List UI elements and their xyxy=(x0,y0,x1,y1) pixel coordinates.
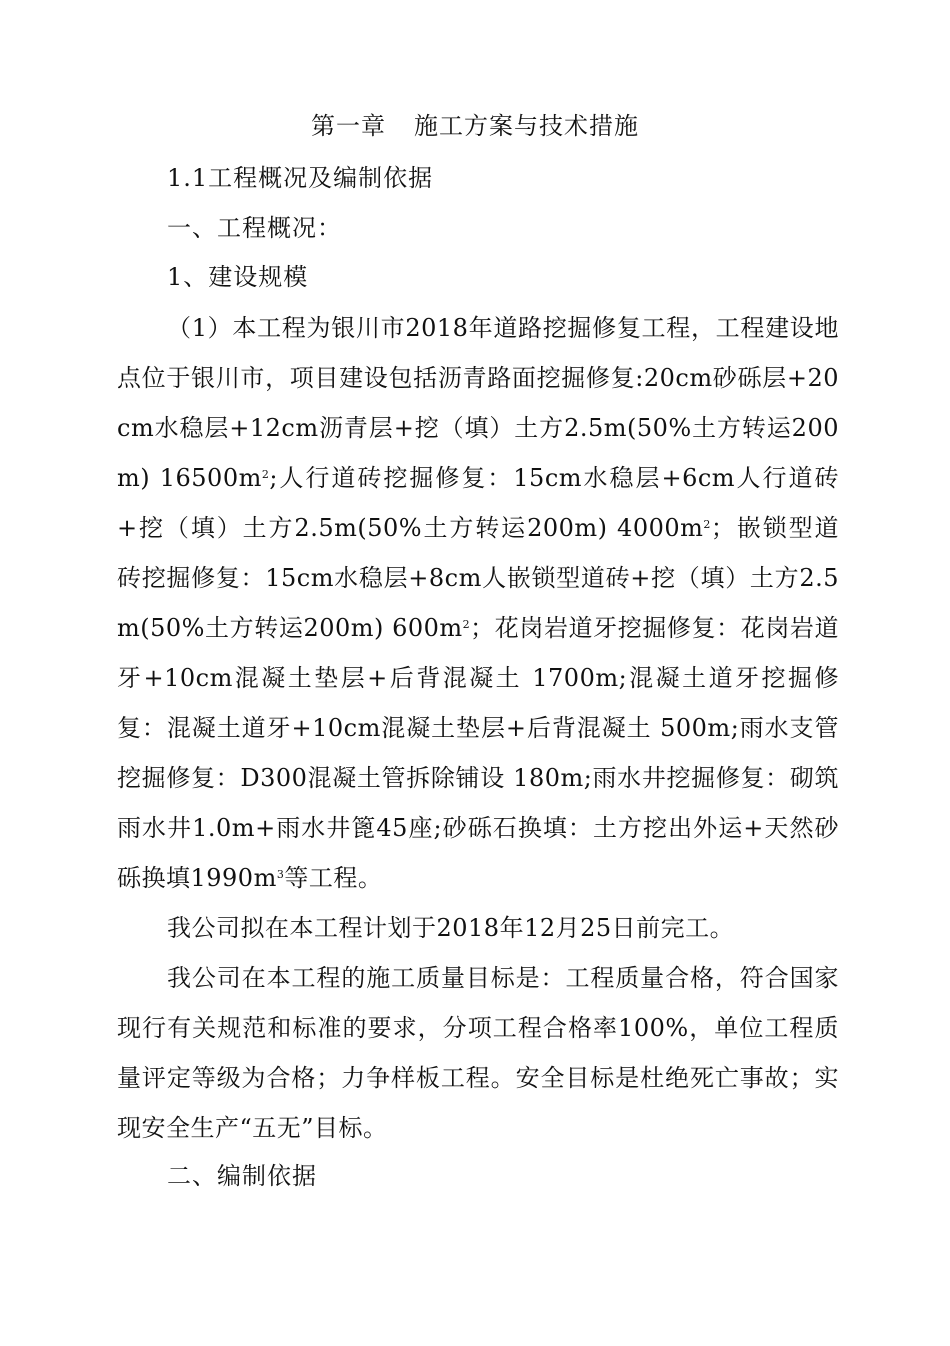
superscript-2: 2 xyxy=(261,468,270,481)
section-heading-1-1: 1.1工程概况及编制依据 xyxy=(167,164,434,192)
scope-text-5: 等工程。 xyxy=(284,864,383,892)
scope-text-2: ;人行道砖挖掘修复：15cm水稳层+6cm人行道砖+挖（填）土方2.5m(50%土方转运200m) 4000m xyxy=(117,464,839,542)
superscript-3: 3 xyxy=(276,868,285,881)
chapter-name: 施工方案与技术措施 xyxy=(414,112,639,140)
subsection-heading-overview: 一、工程概况： xyxy=(167,214,342,242)
item-heading-scale: 1、建设规模 xyxy=(167,263,309,291)
chapter-title xyxy=(0,108,950,144)
scope-text-4: ；花岗岩道牙挖掘修复：花岗岩道牙+10cm混凝土垫层+后背混凝土 1700m;混凝土道牙挖掘修复：混凝土道牙+10cm混凝土垫层+后背混凝土 500m;雨水支管挖掘修复：D300混凝土管拆除铺设 180m;雨水井挖掘修复：砌筑雨水井1.0m+雨水井篦45座;砂砾石换填：土方挖出外运+天然砂砾换填1990m xyxy=(117,614,840,892)
completion-paragraph: 我公司拟在本工程计划于2018年12月25日前完工。 xyxy=(167,914,735,942)
superscript-2: 2 xyxy=(462,618,471,631)
subsection-heading-basis: 二、编制依据 xyxy=(167,1162,317,1190)
superscript-2: 2 xyxy=(703,518,711,531)
quality-paragraph: 我公司在本工程的施工质量目标是：工程质量合格，符合国家现行有关规范和标准的要求，分项工程合格率100%，单位工程质量评定等级为合格；力争样板工程。安全目标是杜绝死亡事故；实现安全生产“五无”目标。 xyxy=(117,964,839,1142)
scope-paragraph xyxy=(117,303,839,903)
scope-text-1: （1）本工程为银川市2018年道路挖掘修复工程，工程建设地点位于银川市，项目建设包括沥青路面挖掘修复:20cm砂砾层+20cm水稳层+12cm沥青层+挖（填）土方2.5m(50%土方转运200m) 16500m xyxy=(117,314,839,492)
scope-text-3: ；嵌锁型道砖挖掘修复：15cm水稳层+8cm人嵌锁型道砖+挖（填）土方2.5m(50%土方转运200m) 600m xyxy=(117,514,840,642)
chapter-number: 第一章 xyxy=(311,112,386,140)
